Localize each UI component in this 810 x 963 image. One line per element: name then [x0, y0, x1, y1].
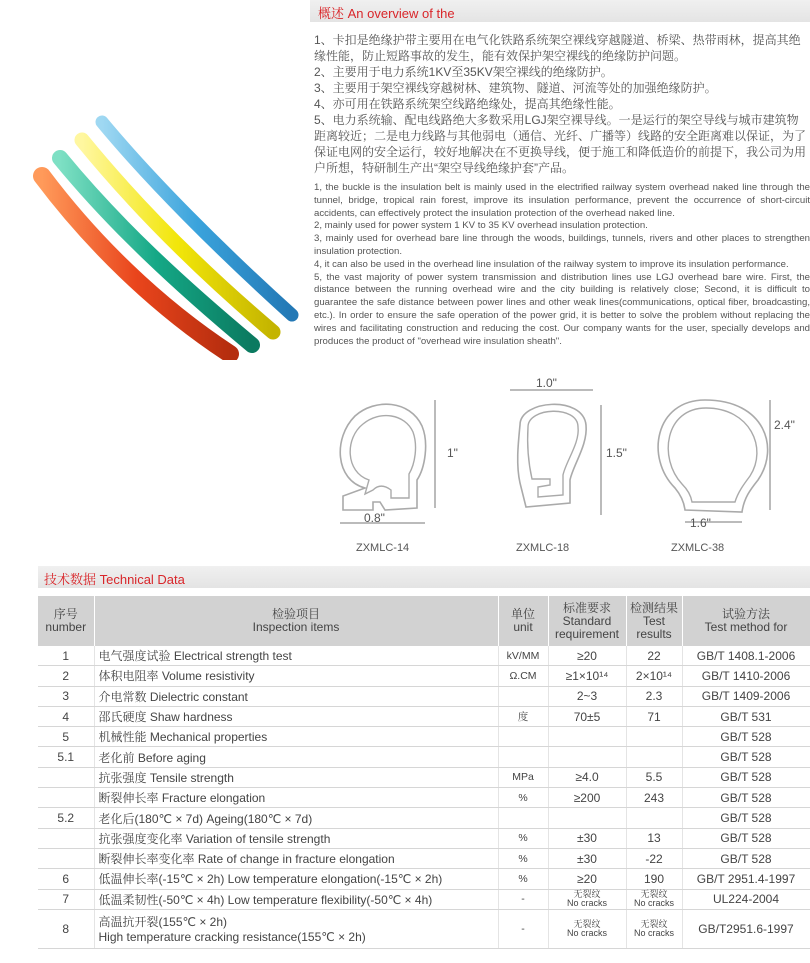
- product-tubes-image: [30, 110, 305, 360]
- en-item-3: 3, mainly used for overhead bare line through the woods, buildings, tunnels, rivers and other places to strengthen insulation protection.: [314, 233, 810, 257]
- cell-result: 无裂纹 No cracks: [626, 889, 682, 909]
- cell-standard: [548, 808, 626, 828]
- overview-chinese-text: [314, 32, 810, 176]
- cell-item: 低温伸长率(-15℃ × 2h) Low temperature elongation(-15℃ × 2h): [94, 869, 498, 889]
- cell-standard: 无裂纹 No cracks: [548, 909, 626, 948]
- en-item-4: 4, it can also be used in the overhead line insulation of the railway system to improve its insulation performance.: [314, 258, 789, 270]
- cell-method: GB/T 528: [682, 828, 810, 848]
- cell-number: 4: [38, 706, 94, 726]
- cell-result: 243: [626, 788, 682, 808]
- cell-method: GB/T 528: [682, 747, 810, 767]
- cell-result: 71: [626, 706, 682, 726]
- cell-number: [38, 828, 94, 848]
- cell-result: 22: [626, 646, 682, 666]
- cell-result: 2.3: [626, 686, 682, 706]
- table-row: [38, 889, 810, 909]
- cell-number: 6: [38, 869, 94, 889]
- cell-standard: ≥1×10¹⁴: [548, 666, 626, 686]
- cell-number: 5.2: [38, 808, 94, 828]
- cell-item: 断裂伸长率变化率 Rate of change in fracture elongation: [94, 848, 498, 868]
- cell-method: GB/T 528: [682, 848, 810, 868]
- cell-unit: [498, 747, 548, 767]
- cell-number: 5.1: [38, 747, 94, 767]
- cell-standard: ≥4.0: [548, 767, 626, 787]
- cell-standard: ±30: [548, 848, 626, 868]
- cell-unit: kV/MM: [498, 646, 548, 666]
- cell-standard: ≥200: [548, 788, 626, 808]
- cell-item: 低温柔韧性(-50℃ × 4h) Low temperature flexibility(-50℃ × 4h): [94, 889, 498, 909]
- cell-method: GB/T 531: [682, 706, 810, 726]
- cell-item: 抗张强度变化率 Variation of tensile strength: [94, 828, 498, 848]
- profile-2-width: 1.0": [536, 376, 557, 390]
- cell-item: 体积电阻率 Volume resistivity: [94, 666, 498, 686]
- cell-method: GB/T 1409-2006: [682, 686, 810, 706]
- cell-result: 190: [626, 869, 682, 889]
- table-row: [38, 788, 810, 808]
- cell-result: 13: [626, 828, 682, 848]
- profile-3-model: ZXMLC-38: [671, 542, 725, 554]
- cell-unit: [498, 727, 548, 747]
- yellow-tube: [82, 140, 273, 332]
- cell-method: GB/T2951.6-1997: [682, 909, 810, 948]
- cell-method: GB/T 528: [682, 808, 810, 828]
- cell-item: 老化前 Before aging: [94, 747, 498, 767]
- cell-unit: [498, 686, 548, 706]
- cell-result: [626, 727, 682, 747]
- cn-item-5: 5、电力系统输、配电线路绝大多数采用LGJ架空裸导线。一是运行的架空导线与城市建筑物距离较近；二是电力线路与其他弱电（通信、光纤、广播等）线路的安全距离难以保证，为了保证电网的安全运行，较好地解决在不更换导线，便于施工和降低造价的前提下，我公司为用户所想，特研制生产出“架空导线绝缘护套”产品。: [314, 113, 807, 175]
- cell-item: 邵氏硬度 Shaw hardness: [94, 706, 498, 726]
- cell-unit: 度: [498, 706, 548, 726]
- cell-item: 机械性能 Mechanical properties: [94, 727, 498, 747]
- cell-result: 2×10¹⁴: [626, 666, 682, 686]
- en-item-1: 1, the buckle is the insulation belt is mainly used in the electrified railway system overhead naked line through the tunnel, bridge, tropical rain forest, improve its insulation performance, prevent the occurrence of short-circuit accidents, can effectively protect the insulation protection of the overhead naked line.: [314, 182, 810, 219]
- header-test-method: 试验方法 Test method for: [682, 596, 810, 646]
- cell-number: [38, 788, 94, 808]
- cell-number: 3: [38, 686, 94, 706]
- cell-result: [626, 747, 682, 767]
- table-row: [38, 727, 810, 747]
- table-row: [38, 869, 810, 889]
- cell-unit: MPa: [498, 767, 548, 787]
- cell-result: [626, 808, 682, 828]
- table-row: [38, 747, 810, 767]
- cell-method: GB/T 528: [682, 767, 810, 787]
- header-number: 序号 number: [38, 596, 94, 646]
- profile-3-width: 1.6": [690, 516, 711, 530]
- cell-number: 2: [38, 666, 94, 686]
- cell-standard: 70±5: [548, 706, 626, 726]
- cell-item: 高温抗开裂(155℃ × 2h) High temperature cracking resistance(155℃ × 2h): [94, 909, 498, 948]
- profile-diagram-zxmlc-14: [325, 398, 465, 533]
- cell-standard: ≥20: [548, 646, 626, 666]
- overview-header: [310, 0, 810, 22]
- cell-unit: %: [498, 828, 548, 848]
- cell-standard: 2~3: [548, 686, 626, 706]
- cell-number: 5: [38, 727, 94, 747]
- cn-item-1: 1、卡扣是绝缘护带主要用在电气化铁路系统架空裸线穿越隧道、桥梁、热带雨林，提高其绝缘性能，防止短路事故的发生，能有效保护架空裸线的绝缘防护问题。: [314, 33, 801, 63]
- technical-data-header: [38, 566, 810, 588]
- cell-standard: [548, 727, 626, 747]
- cell-number: 1: [38, 646, 94, 666]
- en-item-5: 5, the vast majority of power system transmission and distribution lines use LGJ overhead bare wire. First, the distance between the running overhead wire and the city building is relatively close; Second, it is difficult to guarantee the safe distance between power lines and other weak lines(communications, optical fiber, broadcasting, etc.). In order to ensure the safe operation of the power grid, it is better to solve the problem without replacing the wires and facilitating construction and reducing the cost. Our company wants for the user, specially develops and produces the product of "overhead wire insulation sheath".: [314, 271, 810, 347]
- header-standard: 标准要求 Standard requirement: [548, 596, 626, 646]
- cell-unit: -: [498, 909, 548, 948]
- table-row: [38, 706, 810, 726]
- profile-2-model: ZXMLC-18: [516, 542, 570, 554]
- cell-unit: %: [498, 869, 548, 889]
- cn-item-4: 4、亦可用在铁路系统架空线路绝缘处，提高其绝缘性能。: [314, 97, 621, 111]
- table-row: [38, 646, 810, 666]
- table-row: [38, 808, 810, 828]
- cell-item: 老化后(180℃ × 7d) Ageing(180℃ × 7d): [94, 808, 498, 828]
- cell-standard: ±30: [548, 828, 626, 848]
- cell-method: GB/T 528: [682, 788, 810, 808]
- technical-data-title: 技术数据 Technical Data: [44, 572, 185, 587]
- table-header-row: [38, 596, 810, 646]
- cell-result: 无裂纹 No cracks: [626, 909, 682, 948]
- header-unit: 单位 unit: [498, 596, 548, 646]
- cn-item-2: 2、主要用于电力系统1KV至35KV架空裸线的绝缘防护。: [314, 65, 613, 79]
- cell-item: 介电常数 Dielectric constant: [94, 686, 498, 706]
- table-row: [38, 828, 810, 848]
- cell-number: [38, 767, 94, 787]
- cell-method: GB/T 528: [682, 727, 810, 747]
- cell-method: GB/T 1408.1-2006: [682, 646, 810, 666]
- profile-1-model: ZXMLC-14: [356, 542, 410, 554]
- table-row: [38, 909, 810, 948]
- cell-item: 抗张强度 Tensile strength: [94, 767, 498, 787]
- cell-unit: [498, 808, 548, 828]
- profile-1-width: 0.8": [364, 511, 385, 525]
- profile-2-height: 1.5": [606, 446, 627, 460]
- cell-item: 断裂伸长率 Fracture elongation: [94, 788, 498, 808]
- cell-unit: -: [498, 889, 548, 909]
- cell-unit: %: [498, 788, 548, 808]
- table-row: [38, 848, 810, 868]
- cn-item-3: 3、主要用于架空裸线穿越树林、建筑物、隧道、河流等处的加强绝缘防护。: [314, 81, 717, 95]
- table-row: [38, 767, 810, 787]
- profile-3-height: 2.4": [774, 418, 795, 432]
- profile-1-height: 1": [447, 446, 458, 460]
- header-inspection-items: 检验项目 Inspection items: [94, 596, 498, 646]
- technical-data-table: [38, 596, 810, 949]
- cell-unit: Ω.CM: [498, 666, 548, 686]
- overview-english-text: [314, 182, 810, 348]
- cell-number: [38, 848, 94, 868]
- cell-unit: %: [498, 848, 548, 868]
- cell-number: 7: [38, 889, 94, 909]
- en-item-2: 2, mainly used for power system 1 KV to 35 KV overhead insulation protection.: [314, 220, 648, 232]
- cell-standard: ≥20: [548, 869, 626, 889]
- overview-title: 概述 An overview of the: [318, 6, 455, 21]
- cell-result: -22: [626, 848, 682, 868]
- cell-standard: [548, 747, 626, 767]
- table-row: [38, 666, 810, 686]
- cell-standard: 无裂纹 No cracks: [548, 889, 626, 909]
- table-row: [38, 686, 810, 706]
- cell-result: 5.5: [626, 767, 682, 787]
- header-results: 检测结果 Test results: [626, 596, 682, 646]
- cell-method: GB/T 2951.4-1997: [682, 869, 810, 889]
- cell-method: GB/T 1410-2006: [682, 666, 810, 686]
- cell-number: 8: [38, 909, 94, 948]
- cell-item: 电气强度试验 Electrical strength test: [94, 646, 498, 666]
- cell-method: UL224-2004: [682, 889, 810, 909]
